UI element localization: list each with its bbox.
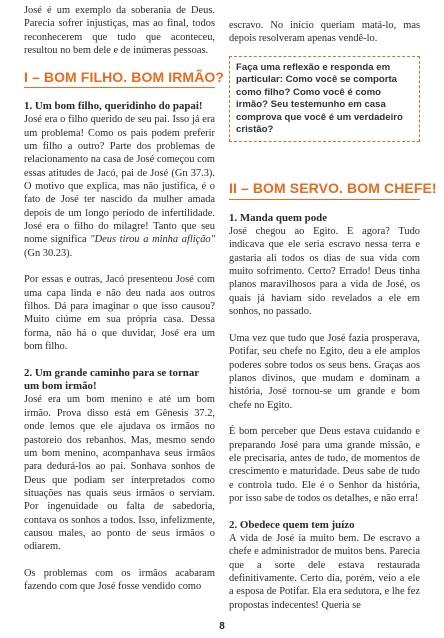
subsection-1-2-title: 2. Um grande caminho para se tornar um bom irmão! [24, 366, 199, 393]
subsection-2-2-paragraph-1: A vida de José ia muito bem. De escravo a chefe e administrador de muitos bens. Parecia que a sorte dele estava restaurada definitivamente. Certo dia, porém, veio a ele a esposa de Potifar. Ela era sedutora, e lhe fez propostas indecentes! Queria se [229, 532, 420, 611]
subsection-2-1-paragraph-2: Uma vez que tudo que José fazia prosperava, Potifar, seu chefe no Egito, deu a ele amplos poderes sobre todos os seus bens. Graças aos planos divinos, que mudam e dominam a história, José tornou-se um grande e bom chefe no Egito. [229, 332, 420, 411]
subsection-1-1-paragraph-1 [24, 113, 215, 260]
intro-paragraph: José é um exemplo da soberania de Deus. Parecia sofrer injustiças, mas ao final, todos reconhecerem que tudo que aconteceu, resultou no bem dele e de inúmeras pessoas. [24, 5, 215, 57]
reflection-text: Faça uma reflexão e responda em particular: Como você se comporta como filho? Como você é como irmão? Seu testemunho em casa comprova que você é um verdadeiro cristão? [236, 61, 403, 136]
reflection-box [229, 56, 420, 142]
subsection-2-1-paragraph-1: José chegou ao Egito. E agora? Tudo indicava que ele seria escravo nessa terra e gastaria ali todos os dias de sua vida com muito sofrimento. Certo? Errado! Deus tinha planos maravilhosos para a vida de José, os quais já haviam sido revelados a ele em sonhos, no passado. [229, 226, 420, 318]
subsection-1-2-paragraph-1: José era um bom menino e até um bom irmão. Prova disso está em Gênesis 37.2, onde lemos que ele ajudava os irmãos no pastoreio dos rebanhos. Mas, mesmo sendo um bom menino, acompanhava seus irmãos para dedurá-los ao pai. Sonhava sonhos de Deus que podiam ser interpretados como situações nas quais seus irmãos o serviam. Por ingenuidade ou falta de sabedoria, contava os sonhos a todos. Isso, infelizmente, causou males, ao ponto de seus irmãos o odiarem. [24, 394, 215, 553]
page-number: 8 [219, 621, 225, 632]
subsection-1-1-title: 1. Um bom filho, queridinho do papai! [24, 100, 203, 113]
subsection-1-1 [24, 100, 215, 353]
bible-reference: (Gn 30.23). [24, 247, 73, 259]
subsection-2-2 [229, 519, 420, 612]
subsection-1-2-paragraph-2: Os problemas com os irmãos acabaram fazendo com que José fosse vendido como [24, 567, 215, 593]
subsection-1-1-paragraph-2: Por essas e outras, Jacó presenteou José com uma capa linda e não deu nada aos outros filhos. Dá para imaginar o que isso causou? Muito ciúme em sua própria casa. Dessa forma, não há o que duvidar, José era um bom filho. [24, 274, 215, 353]
subsection-2-2-title: 2. Obedece quem tem juízo [229, 518, 355, 531]
right-column [229, 0, 437, 612]
section-1-title: I – BOM FILHO. BOM IRMÃO? [24, 68, 225, 85]
continuation-paragraph: escravo. No início queriam matá-lo, mas depois resolveram apenas vendê-lo. [229, 20, 420, 45]
subsection-2-1-title: 1. Manda quem pode [229, 211, 328, 224]
section-2-title: II – BOM SERVO. BOM CHEFE! [229, 180, 437, 197]
section-1-heading-block [24, 68, 225, 88]
section-1-divider [24, 87, 215, 88]
section-2-heading-block [229, 180, 437, 199]
section-2-divider [229, 199, 420, 200]
subsection-2-1-paragraph-3: É bom perceber que Deus estava cuidando e preparando José para uma grande missão, e ele precisaria, antes de tudo, de momentos de crescimento e maturidade. Deus sabe de tudo e controla tudo. Ele é o Senhor da história, por isso sabe de todos os detalhes, e não erra! [229, 426, 420, 504]
paragraph-text: José era o filho querido de seu pai. Isso já era um problema! Como os pais podem preferir um filho a outro? Parte dos problemas de relacionamento na casa de José começou com essas atitudes de Jacó, pai de José (Gn 37.3). O motivo que explica, mas não justifica, é o fato de José ter nascido da mulher amada depois de um longo período de infertilidade. José era o filho do milagre! Tanto que seu nome significa [24, 114, 215, 246]
subsection-1-2 [24, 367, 215, 594]
left-column [24, 0, 225, 594]
name-meaning-quote: "Deus tirou a minha aflição" [90, 234, 215, 246]
subsection-2-1 [229, 212, 420, 505]
